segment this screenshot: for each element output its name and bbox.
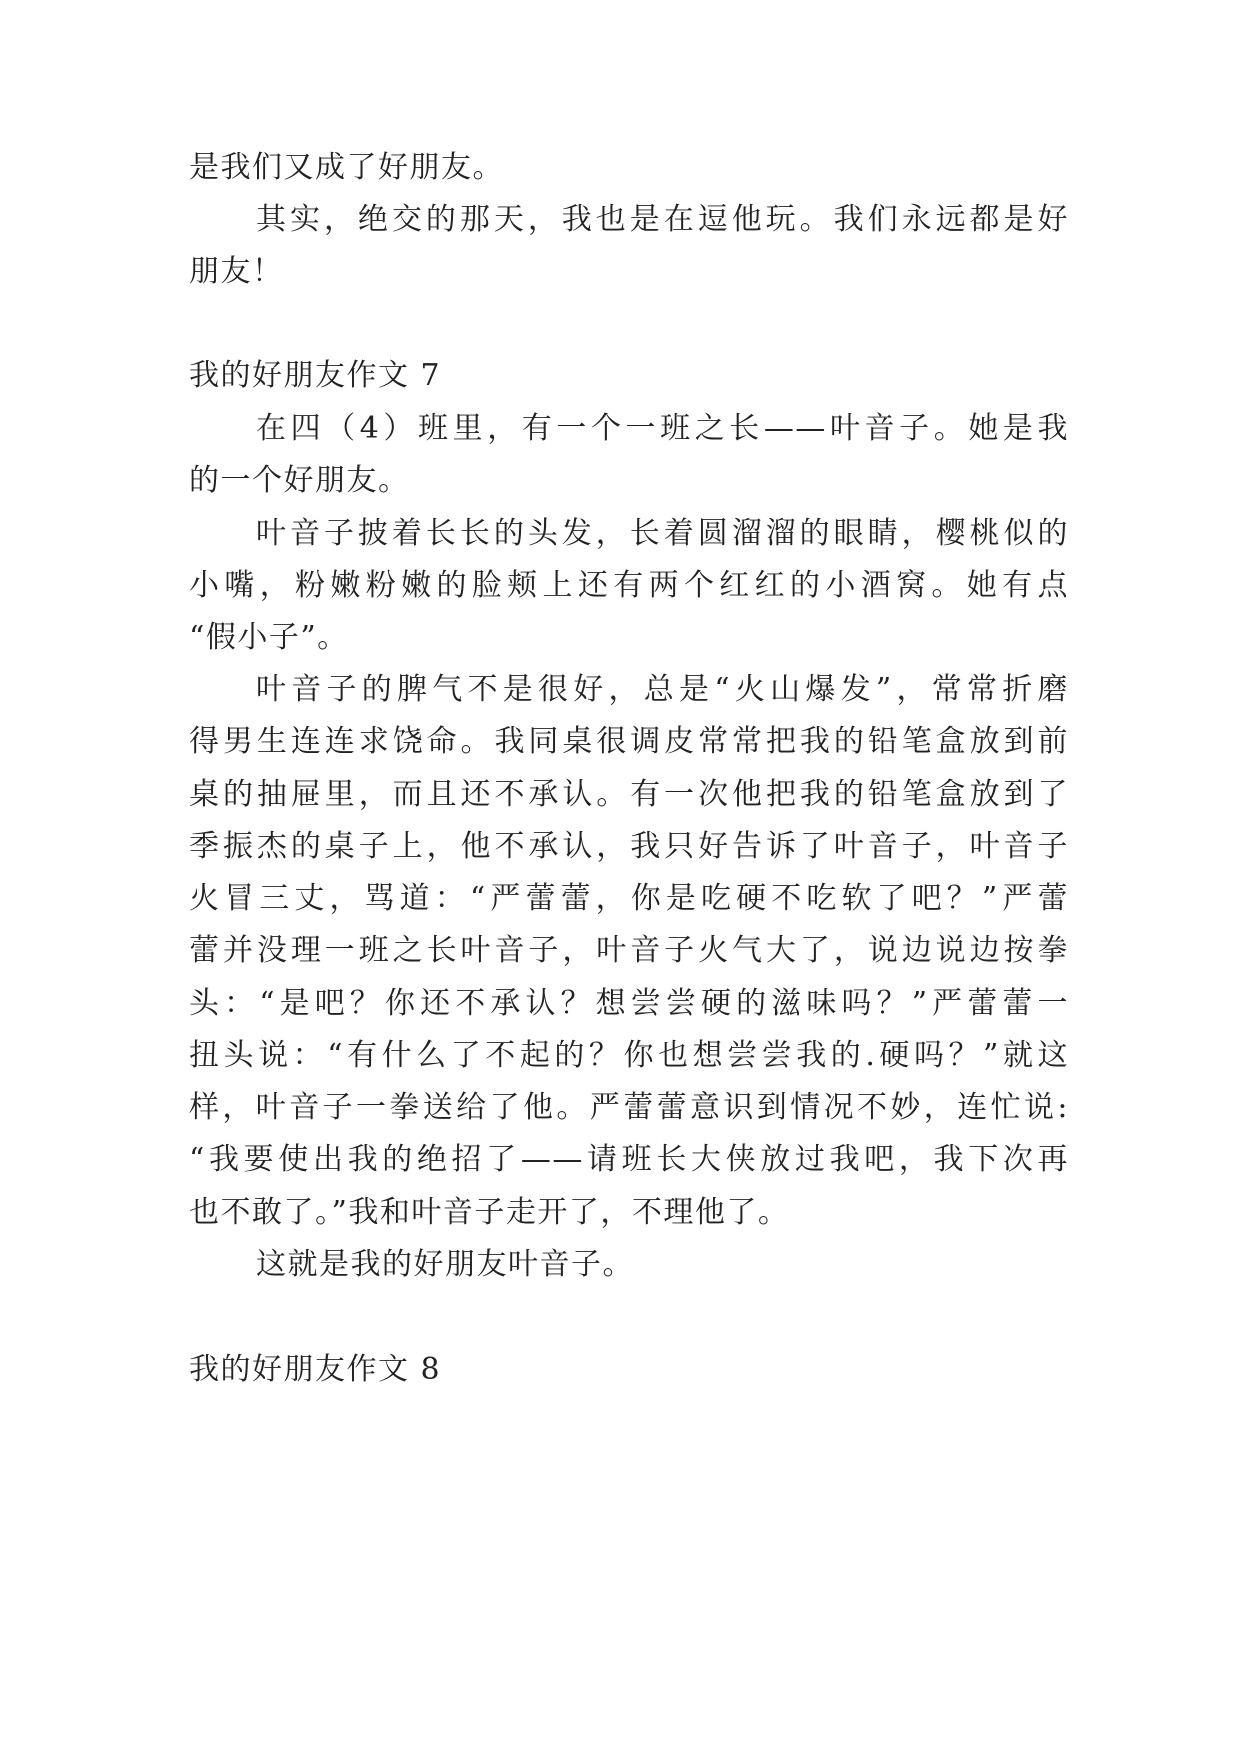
paragraph-line: 样，叶音子一拳送给了他。严蕾蕾意识到情况不妙，连忙说:: [189, 1090, 1069, 1125]
paragraph-line: 的一个好朋友。: [189, 463, 410, 498]
section-heading: 我的好朋友作文 7: [189, 358, 442, 393]
paragraph-line: 桌的抽屉里，而且还不承认。有一次他把我的铅笔盒放到了: [189, 777, 1069, 812]
paragraph-line: 季振杰的桌子上，他不承认，我只好告诉了叶音子，叶音子: [189, 829, 1069, 864]
paragraph-line: 头：“是吧？你还不承认？想尝尝硬的滋味吗？”严蕾蕾一: [189, 986, 1069, 1021]
paragraph-line: 叶音子披着长长的头发，长着圆溜溜的眼睛，樱桃似的: [256, 516, 1069, 551]
paragraph-line: 得男生连连求饶命。我同桌很调皮常常把我的铅笔盒放到前: [189, 724, 1069, 759]
paragraph-line: 扭头说：“有什么了不起的？你也想尝尝我的.硬吗？”就这: [189, 1038, 1069, 1073]
paragraph-line: 是我们又成了好朋友。: [189, 150, 504, 185]
paragraph-line: 也不敢了。”我和叶音子走开了，不理他了。: [189, 1195, 790, 1230]
paragraph-line: 在四（4）班里，有一个一班之长——叶音子。她是我: [256, 411, 1069, 446]
paragraph-line: 朋友！: [189, 254, 284, 289]
paragraph-line: 其实，绝交的那天，我也是在逗他玩。我们永远都是好: [256, 202, 1069, 237]
paragraph-line: “我要使出我的绝招了——请班长大侠放过我吧，我下次再: [189, 1142, 1069, 1177]
paragraph-line: 这就是我的好朋友叶音子。: [256, 1247, 634, 1282]
paragraph-line: 小嘴，粉嫩粉嫩的脸颊上还有两个红红的小酒窝。她有点: [189, 568, 1069, 603]
paragraph-line: “假小子”。: [189, 620, 349, 655]
paragraph-line: 蕾并没理一班之长叶音子，叶音子火气大了，说边说边按拳: [189, 933, 1069, 968]
section-heading: 我的好朋友作文 8: [189, 1352, 442, 1387]
paragraph-line: 火冒三丈，骂道：“严蕾蕾，你是吃硬不吃软了吧？”严蕾: [189, 881, 1069, 916]
paragraph-line: 叶音子的脾气不是很好，总是“火山爆发”，常常折磨: [256, 672, 1069, 707]
